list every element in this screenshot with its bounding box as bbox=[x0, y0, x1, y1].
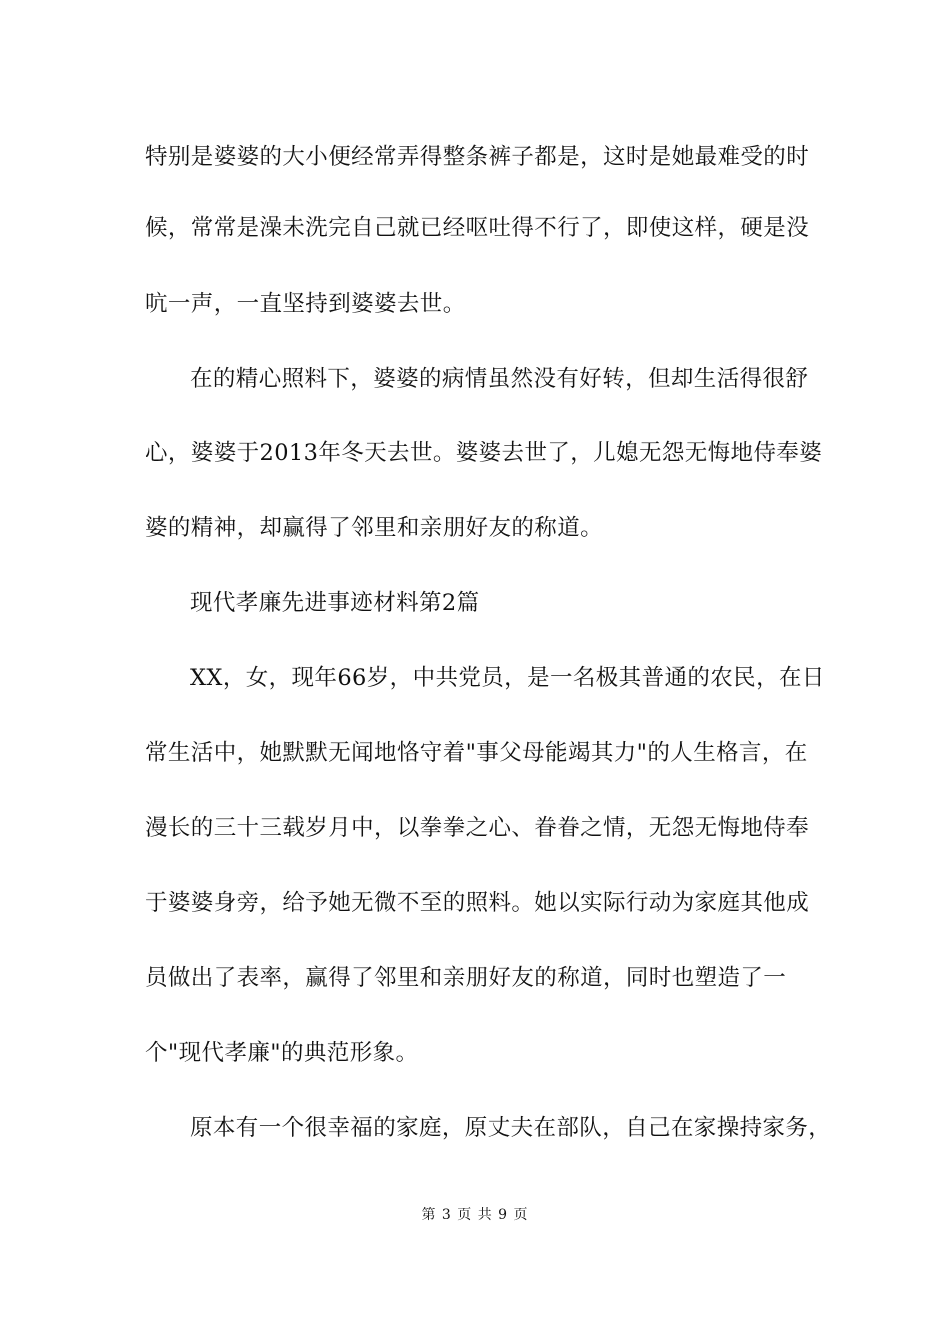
text-line: 常生活中，她默默无闻地恪守着"事父母能竭其力"的人生格言，在 bbox=[145, 740, 808, 766]
text-line: 婆的精神，却赢得了邻里和亲朋好友的称道。 bbox=[145, 515, 604, 541]
page-number-footer: 第 3 页 共 9 页 bbox=[421, 1207, 529, 1223]
text-line: 员做出了表率，赢得了邻里和亲朋好友的称道，同时也塑造了一 bbox=[145, 965, 787, 991]
text-line: 吭一声，一直坚持到婆婆去世。 bbox=[145, 291, 466, 317]
text-line: XX，女，现年66岁，中共党员，是一名极其普通的农民，在日 bbox=[190, 665, 825, 691]
text-line: 于婆婆身旁，给予她无微不至的照料。她以实际行动为家庭其他成 bbox=[145, 890, 810, 916]
section-heading: 现代孝廉先进事迹材料第2篇 bbox=[190, 590, 480, 616]
text-line: 原本有一个很幸福的家庭，原丈夫在部队，自己在家操持家务， bbox=[190, 1115, 832, 1141]
text-line: 个"现代孝廉"的典范形象。 bbox=[145, 1040, 419, 1066]
text-line: 候，常常是澡未洗完自己就已经呕吐得不行了，即使这样，硬是没 bbox=[145, 215, 810, 241]
text-line: 在的精心照料下，婆婆的病情虽然没有好转，但却生活得很舒 bbox=[190, 366, 809, 392]
text-line: 漫长的三十三载岁月中，以拳拳之心、眷眷之情，无怨无悔地侍奉 bbox=[145, 815, 810, 841]
text-line: 特别是婆婆的大小便经常弄得整条裤子都是，这时是她最难受的时 bbox=[145, 144, 810, 170]
text-line: 心，婆婆于2013年冬天去世。婆婆去世了，儿媳无怨无悔地侍奉婆 bbox=[145, 440, 823, 466]
